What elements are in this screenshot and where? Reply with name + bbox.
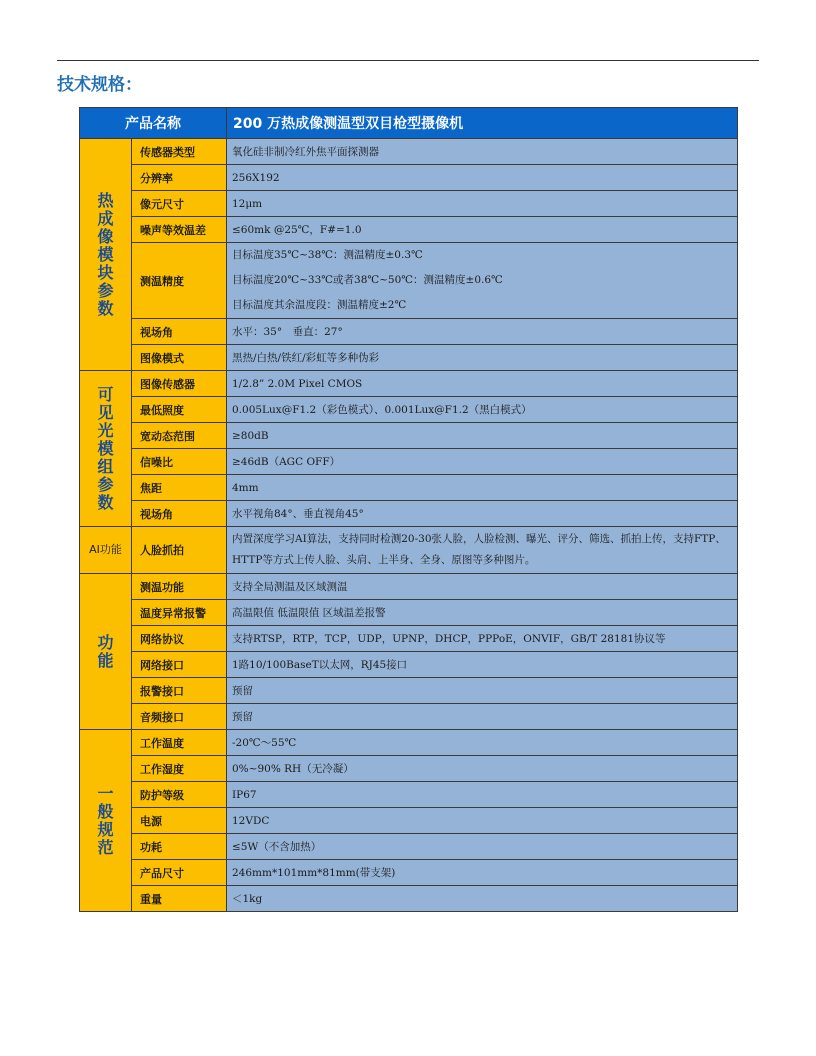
group-functions: 功能 [80, 574, 132, 730]
group-thermal-module: 热成像模块参数 [80, 139, 132, 371]
row-label: 视场角 [132, 501, 227, 527]
spec-table [79, 107, 738, 912]
row-value: IP67 [227, 782, 738, 808]
row-label: 图像模式 [132, 345, 227, 371]
table-row [80, 217, 738, 243]
row-label: 噪声等效温差 [132, 217, 227, 243]
row-value: ＜1kg [227, 886, 738, 912]
row-value: 246mm*101mm*81mm(带支架) [227, 860, 738, 886]
row-value [227, 243, 738, 319]
table-row [80, 834, 738, 860]
row-value: 支持RTSP，RTP，TCP，UDP，UPNP，DHCP，PPPoE，ONVIF，GB/T 28181协议等 [227, 626, 738, 652]
row-label: 产品尺寸 [132, 860, 227, 886]
table-row [80, 678, 738, 704]
row-value: 12VDC [227, 808, 738, 834]
row-value: ≤60mk @25℃，F#=1.0 [227, 217, 738, 243]
row-value: 黑热/白热/铁红/彩虹等多种伪彩 [227, 345, 738, 371]
row-value: 水平：35° 垂直：27° [227, 319, 738, 345]
row-label: 人脸抓拍 [132, 527, 227, 574]
table-row [80, 501, 738, 527]
row-label: 像元尺寸 [132, 191, 227, 217]
row-value: 1路10/100BaseT以太网，RJ45接口 [227, 652, 738, 678]
row-label: 报警接口 [132, 678, 227, 704]
row-value: 1/2.8” 2.0M Pixel CMOS [227, 371, 738, 397]
table-row [80, 626, 738, 652]
row-value: 预留 [227, 704, 738, 730]
group-ai-function: AI功能 [80, 527, 132, 574]
table-row [80, 423, 738, 449]
table-row [80, 730, 738, 756]
row-label: 功耗 [132, 834, 227, 860]
row-label: 焦距 [132, 475, 227, 501]
row-value: -20℃～55℃ [227, 730, 738, 756]
row-value: 高温限值 低温限值 区域温差报警 [227, 600, 738, 626]
table-row [80, 527, 738, 574]
row-label: 测温精度 [132, 243, 227, 319]
header-product-name-value: 200 万热成像测温型双目枪型摄像机 [227, 108, 738, 139]
table-row [80, 345, 738, 371]
row-label: 最低照度 [132, 397, 227, 423]
row-label: 分辨率 [132, 165, 227, 191]
row-label: 温度异常报警 [132, 600, 227, 626]
row-value: 0%~90% RH（无冷凝） [227, 756, 738, 782]
row-value: 256X192 [227, 165, 738, 191]
table-row [80, 449, 738, 475]
row-value: 0.005Lux@F1.2（彩色模式）、0.001Lux@F1.2（黑白模式） [227, 397, 738, 423]
row-label: 宽动态范围 [132, 423, 227, 449]
row-label: 工作湿度 [132, 756, 227, 782]
table-row [80, 600, 738, 626]
table-row [80, 782, 738, 808]
row-label: 图像传感器 [132, 371, 227, 397]
row-value: 水平视角84°、垂直视角45° [227, 501, 738, 527]
table-row [80, 704, 738, 730]
value-line: 目标温度其余温度段：测温精度±2℃ [232, 299, 407, 311]
row-label: 网络接口 [132, 652, 227, 678]
top-divider [57, 60, 759, 61]
row-label: 信噪比 [132, 449, 227, 475]
row-value: ≥46dB（AGC OFF） [227, 449, 738, 475]
table-row [80, 756, 738, 782]
row-label: 工作温度 [132, 730, 227, 756]
table-row [80, 139, 738, 165]
row-value: 预留 [227, 678, 738, 704]
row-label: 视场角 [132, 319, 227, 345]
table-row [80, 652, 738, 678]
value-line: 目标温度35℃~38℃：测温精度±0.3℃ [232, 249, 423, 261]
table-row [80, 243, 738, 319]
row-label: 网络协议 [132, 626, 227, 652]
row-value: 4mm [227, 475, 738, 501]
table-row [80, 165, 738, 191]
row-label: 防护等级 [132, 782, 227, 808]
row-label: 测温功能 [132, 574, 227, 600]
table-row [80, 371, 738, 397]
table-row [80, 397, 738, 423]
table-row [80, 886, 738, 912]
table-row [80, 860, 738, 886]
table-row [80, 319, 738, 345]
row-label: 电源 [132, 808, 227, 834]
table-row [80, 191, 738, 217]
header-product-name-label: 产品名称 [80, 108, 227, 139]
row-label: 传感器类型 [132, 139, 227, 165]
row-value: 氧化硅非制冷红外焦平面探测器 [227, 139, 738, 165]
value-line: 目标温度20℃~33℃或者38℃~50℃：测温精度±0.6℃ [232, 274, 503, 286]
section-title: 技术规格： [57, 75, 142, 95]
row-value: 内置深度学习AI算法，支持同时检测20-30张人脸，人脸检测、曝光、评分、筛选、抓拍上传，支持FTP、HTTP等方式上传人脸、头肩、上半身、全身、原图等多种图片。 [227, 527, 738, 574]
row-value: ≤5W（不含加热） [227, 834, 738, 860]
row-value: 12μm [227, 191, 738, 217]
group-general-specs: 一般规范 [80, 730, 132, 912]
table-header-row [80, 108, 738, 139]
table-row [80, 574, 738, 600]
group-visible-module: 可见光模组参数 [80, 371, 132, 527]
row-label: 音频接口 [132, 704, 227, 730]
row-value: ≥80dB [227, 423, 738, 449]
row-label: 重量 [132, 886, 227, 912]
table-row [80, 808, 738, 834]
table-row [80, 475, 738, 501]
row-value: 支持全局测温及区域测温 [227, 574, 738, 600]
